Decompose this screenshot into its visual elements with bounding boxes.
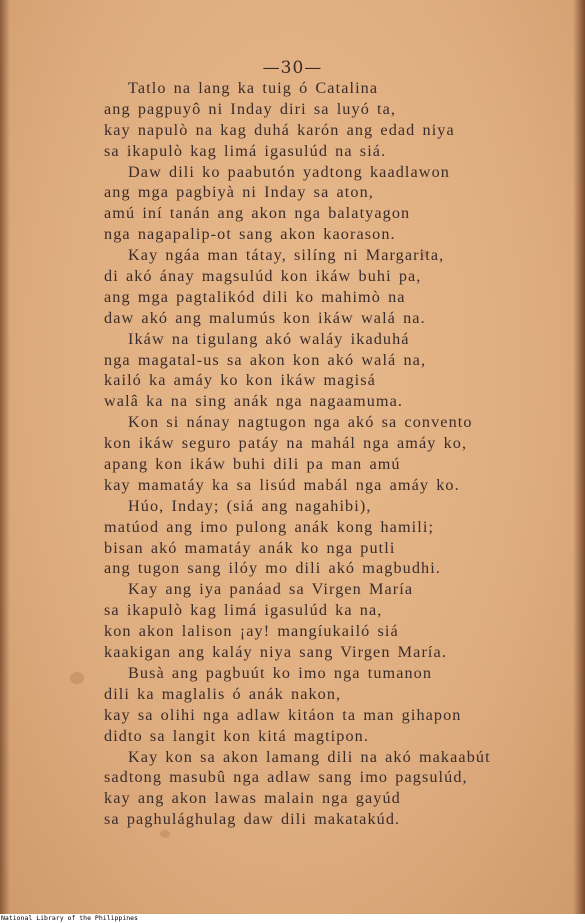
- poem-text: [104, 78, 554, 830]
- page-edge-left: [0, 0, 10, 914]
- text-line: kay ang akon lawas malain nga gayúd: [104, 789, 401, 808]
- text-line: Kay ngáa man tátay, silíng ni Margarita,: [128, 246, 445, 265]
- paper-stain: [160, 830, 170, 838]
- text-line: kailó ka amáy ko kon ikáw magisá: [104, 371, 376, 390]
- text-line: Ikáw na tigulang akó waláy ikaduhá: [128, 329, 410, 348]
- text-line: didto sa langit kon kitá magtipon.: [104, 726, 370, 745]
- text-line: sadtong masubû nga adlaw sang imo pagsulúd,: [104, 768, 468, 787]
- text-line: kon akon lalison ¡ay! mangíukailó siá: [104, 622, 399, 641]
- text-line: walâ ka na sing anák nga nagaamuma.: [104, 392, 404, 411]
- text-line: kay mamatáy ka sa lisúd mabál nga amáy ko.: [104, 475, 460, 494]
- text-line: Kay ang iya panáad sa Virgen María: [128, 580, 414, 599]
- paper-stain: [70, 672, 84, 684]
- text-line: bisan akó mamatáy anák ko nga putli: [104, 538, 396, 557]
- page-number: —30—: [262, 58, 323, 78]
- text-line: Kay kon sa akon lamang dili na akó makaabút: [128, 747, 491, 766]
- text-line: dili ka maglalis ó anák nakon,: [104, 684, 342, 703]
- text-line: nga magatal-us sa akon kon akó walá na,: [104, 350, 427, 369]
- text-line: Busà ang pagbuút ko imo nga tumanon: [128, 663, 433, 682]
- text-line: daw akó ang malumús kon ikáw walá na.: [104, 308, 426, 327]
- text-line: kay sa olihi nga adlaw kitáon ta man gihapon: [104, 705, 462, 724]
- text-line: nga nagapalip-ot sang akon kaorason.: [104, 225, 396, 244]
- library-watermark: National Library of the Philippines: [0, 914, 585, 923]
- text-line: Kon si nánay nagtugon nga akó sa convento: [128, 413, 473, 432]
- text-line: ang tugon sang ilóy mo dili akó magbudhi.: [104, 559, 441, 578]
- text-line: sa paghulághulag daw dili makatakúd.: [104, 810, 401, 829]
- text-line: kaakigan ang kaláy niya sang Virgen María.: [104, 643, 447, 662]
- page-edge-right: [573, 0, 585, 914]
- text-line: ang pagpuyô ni Inday diri sa luyó ta,: [104, 99, 397, 118]
- text-line: ang mga pagbiyà ni Inday sa aton,: [104, 183, 374, 202]
- text-line: Tatlo na lang ka tuig ó Catalina: [128, 79, 379, 97]
- text-line: matúod ang imo pulong anák kong hamili;: [104, 517, 435, 536]
- text-line: apang kon ikáw buhi dili pa man amú: [104, 455, 401, 474]
- text-line: kay napulò na kag duhá karón ang edad niya: [104, 120, 455, 139]
- text-line: kon ikáw seguro patáy na mahál nga amáy ko,: [104, 434, 468, 453]
- text-line: Húo, Inday; (siá ang nagahibi),: [128, 496, 372, 515]
- text-line: amú iní tanán ang akon nga balatyagon: [104, 204, 411, 223]
- text-line: sa ikapulò kag limá igasulúd ka na,: [104, 601, 383, 620]
- text-line: ang mga pagtalikód dili ko mahimò na: [104, 287, 406, 306]
- text-line: sa ikapulò kag limá igasulúd na siá.: [104, 141, 387, 160]
- text-line: di akó ánay magsulúd kon ikáw buhi pa,: [104, 267, 422, 286]
- text-line: Daw dili ko paabutón yadtong kaadlawon: [128, 162, 450, 181]
